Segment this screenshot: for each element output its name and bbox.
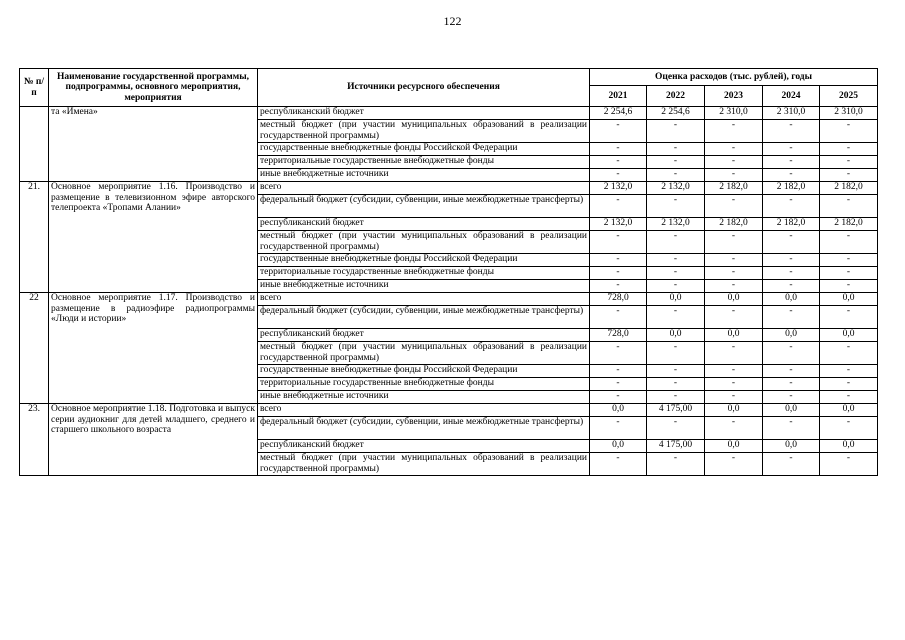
funding-source: республиканский бюджет: [258, 440, 590, 453]
amount-cell: -: [705, 254, 763, 267]
amount-cell: 728,0: [590, 293, 647, 306]
amount-cell: 0,0: [705, 440, 763, 453]
amount-cell: -: [763, 391, 820, 404]
amount-cell: -: [590, 342, 647, 365]
funding-source: федеральный бюджет (субсидии, субвенции, иные межбюджетные трансферты): [258, 417, 590, 440]
amount-cell: -: [763, 378, 820, 391]
amount-cell: -: [705, 391, 763, 404]
amount-cell: -: [705, 267, 763, 280]
amount-cell: -: [763, 156, 820, 169]
amount-cell: -: [763, 143, 820, 156]
amount-cell: -: [647, 342, 705, 365]
amount-cell: -: [820, 306, 878, 329]
amount-cell: -: [590, 267, 647, 280]
amount-cell: -: [590, 378, 647, 391]
header-year: 2024: [763, 86, 820, 107]
amount-cell: 2 132,0: [647, 182, 705, 195]
amount-cell: 2 132,0: [590, 182, 647, 195]
amount-cell: 0,0: [763, 440, 820, 453]
amount-cell: 2 182,0: [763, 182, 820, 195]
amount-cell: -: [705, 195, 763, 218]
funding-source: иные внебюджетные источники: [258, 169, 590, 182]
amount-cell: -: [647, 306, 705, 329]
amount-cell: 0,0: [590, 404, 647, 417]
amount-cell: -: [647, 378, 705, 391]
amount-cell: -: [705, 365, 763, 378]
amount-cell: -: [763, 120, 820, 143]
amount-cell: 4 175,00: [647, 404, 705, 417]
amount-cell: -: [820, 195, 878, 218]
amount-cell: -: [705, 453, 763, 476]
amount-cell: -: [590, 254, 647, 267]
table-row: [20, 293, 878, 306]
header-estimate: Оценка расходов (тыс. рублей), годы: [590, 69, 878, 86]
header-number: № п/п: [20, 69, 49, 107]
amount-cell: -: [763, 453, 820, 476]
amount-cell: -: [647, 231, 705, 254]
activity-name: Основное мероприятие 1.18. Подготовка и выпуск серии аудиокниг для детей младшего, среднего и старшего школьного возраста: [49, 404, 258, 476]
amount-cell: -: [590, 280, 647, 293]
amount-cell: 2 310,0: [763, 107, 820, 120]
row-number: 21.: [20, 182, 49, 293]
amount-cell: 0,0: [590, 440, 647, 453]
amount-cell: -: [820, 417, 878, 440]
amount-cell: -: [647, 417, 705, 440]
amount-cell: 728,0: [590, 329, 647, 342]
table-row: [20, 404, 878, 417]
activity-name: Основное мероприятие 1.17. Производство и размещение в радиоэфире радиопрограммы «Люди и истории»: [49, 293, 258, 404]
amount-cell: -: [647, 195, 705, 218]
funding-source: республиканский бюджет: [258, 218, 590, 231]
amount-cell: -: [590, 231, 647, 254]
amount-cell: -: [705, 280, 763, 293]
funding-source: территориальные государственные внебюджетные фонды: [258, 267, 590, 280]
amount-cell: -: [590, 391, 647, 404]
amount-cell: -: [647, 156, 705, 169]
funding-source: республиканский бюджет: [258, 107, 590, 120]
header-year: 2022: [647, 86, 705, 107]
amount-cell: -: [705, 143, 763, 156]
amount-cell: -: [820, 143, 878, 156]
amount-cell: -: [705, 417, 763, 440]
header-year: 2025: [820, 86, 878, 107]
amount-cell: -: [590, 453, 647, 476]
amount-cell: -: [763, 342, 820, 365]
amount-cell: -: [820, 280, 878, 293]
amount-cell: -: [763, 254, 820, 267]
amount-cell: -: [763, 231, 820, 254]
row-number: 23.: [20, 404, 49, 476]
funding-source: территориальные государственные внебюджетные фонды: [258, 156, 590, 169]
amount-cell: -: [647, 280, 705, 293]
amount-cell: -: [820, 120, 878, 143]
amount-cell: -: [705, 378, 763, 391]
amount-cell: -: [705, 120, 763, 143]
amount-cell: -: [820, 342, 878, 365]
amount-cell: 0,0: [820, 440, 878, 453]
amount-cell: -: [590, 417, 647, 440]
amount-cell: 2 182,0: [820, 218, 878, 231]
table-body: [20, 107, 878, 476]
amount-cell: 2 132,0: [590, 218, 647, 231]
amount-cell: 2 254,6: [590, 107, 647, 120]
activity-name: Основное мероприятие 1.16. Производство и размещение в телевизионном эфире авторского телепроекта «Тропами Алании»: [49, 182, 258, 293]
table-row: [20, 107, 878, 120]
amount-cell: -: [763, 169, 820, 182]
amount-cell: -: [590, 143, 647, 156]
page-number: 122: [443, 14, 462, 28]
header-name: Наименование государственной программы, подпрограммы, основного мероприятия, мероприятия: [49, 69, 258, 107]
amount-cell: 0,0: [705, 404, 763, 417]
budget-table: [19, 68, 878, 476]
amount-cell: 2 310,0: [705, 107, 763, 120]
header-source: Источники ресурсного обеспечения: [258, 69, 590, 107]
amount-cell: 0,0: [763, 329, 820, 342]
amount-cell: -: [705, 156, 763, 169]
amount-cell: -: [590, 365, 647, 378]
header-year: 2023: [705, 86, 763, 107]
amount-cell: -: [647, 169, 705, 182]
amount-cell: -: [763, 280, 820, 293]
amount-cell: -: [763, 306, 820, 329]
amount-cell: -: [647, 453, 705, 476]
amount-cell: -: [763, 267, 820, 280]
funding-source: территориальные государственные внебюджетные фонды: [258, 378, 590, 391]
amount-cell: -: [590, 169, 647, 182]
amount-cell: -: [763, 365, 820, 378]
funding-source: республиканский бюджет: [258, 329, 590, 342]
amount-cell: -: [705, 342, 763, 365]
amount-cell: -: [820, 267, 878, 280]
amount-cell: -: [820, 365, 878, 378]
amount-cell: -: [647, 254, 705, 267]
table-header: [20, 69, 878, 107]
amount-cell: 0,0: [705, 329, 763, 342]
amount-cell: -: [820, 254, 878, 267]
amount-cell: -: [820, 453, 878, 476]
amount-cell: -: [647, 143, 705, 156]
amount-cell: 0,0: [763, 293, 820, 306]
amount-cell: 0,0: [820, 329, 878, 342]
table-row: [20, 182, 878, 195]
row-number: [20, 107, 49, 182]
amount-cell: 0,0: [820, 293, 878, 306]
amount-cell: -: [705, 169, 763, 182]
funding-source: иные внебюджетные источники: [258, 391, 590, 404]
row-number: 22: [20, 293, 49, 404]
amount-cell: 2 182,0: [820, 182, 878, 195]
amount-cell: -: [705, 231, 763, 254]
amount-cell: 0,0: [705, 293, 763, 306]
amount-cell: 2 182,0: [705, 182, 763, 195]
amount-cell: 0,0: [763, 404, 820, 417]
amount-cell: -: [820, 231, 878, 254]
funding-source: федеральный бюджет (субсидии, субвенции, иные межбюджетные трансферты): [258, 195, 590, 218]
header-year: 2021: [590, 86, 647, 107]
amount-cell: -: [820, 378, 878, 391]
amount-cell: -: [763, 417, 820, 440]
amount-cell: -: [705, 306, 763, 329]
amount-cell: -: [647, 120, 705, 143]
funding-source: иные внебюджетные источники: [258, 280, 590, 293]
funding-source: местный бюджет (при участии муниципальных образований в реализации государственной программы): [258, 231, 590, 254]
funding-source: государственные внебюджетные фонды Российской Федерации: [258, 365, 590, 378]
funding-source: всего: [258, 182, 590, 195]
amount-cell: 0,0: [647, 329, 705, 342]
amount-cell: -: [647, 391, 705, 404]
amount-cell: 2 182,0: [705, 218, 763, 231]
amount-cell: -: [763, 195, 820, 218]
amount-cell: -: [820, 156, 878, 169]
funding-source: местный бюджет (при участии муниципальных образований в реализации государственной программы): [258, 342, 590, 365]
amount-cell: 2 132,0: [647, 218, 705, 231]
amount-cell: -: [647, 267, 705, 280]
activity-name: та «Имена»: [49, 107, 258, 182]
amount-cell: 4 175,00: [647, 440, 705, 453]
amount-cell: -: [590, 195, 647, 218]
amount-cell: 2 310,0: [820, 107, 878, 120]
amount-cell: -: [647, 365, 705, 378]
funding-source: местный бюджет (при участии муниципальных образований в реализации государственной программы): [258, 120, 590, 143]
amount-cell: 2 182,0: [763, 218, 820, 231]
funding-source: федеральный бюджет (субсидии, субвенции, иные межбюджетные трансферты): [258, 306, 590, 329]
amount-cell: 0,0: [647, 293, 705, 306]
amount-cell: 0,0: [820, 404, 878, 417]
amount-cell: -: [590, 156, 647, 169]
amount-cell: 2 254,6: [647, 107, 705, 120]
amount-cell: -: [820, 391, 878, 404]
amount-cell: -: [820, 169, 878, 182]
funding-source: местный бюджет (при участии муниципальных образований в реализации государственной программы): [258, 453, 590, 476]
amount-cell: -: [590, 120, 647, 143]
funding-source: всего: [258, 404, 590, 417]
funding-source: государственные внебюджетные фонды Российской Федерации: [258, 143, 590, 156]
funding-source: всего: [258, 293, 590, 306]
funding-source: государственные внебюджетные фонды Российской Федерации: [258, 254, 590, 267]
amount-cell: -: [590, 306, 647, 329]
